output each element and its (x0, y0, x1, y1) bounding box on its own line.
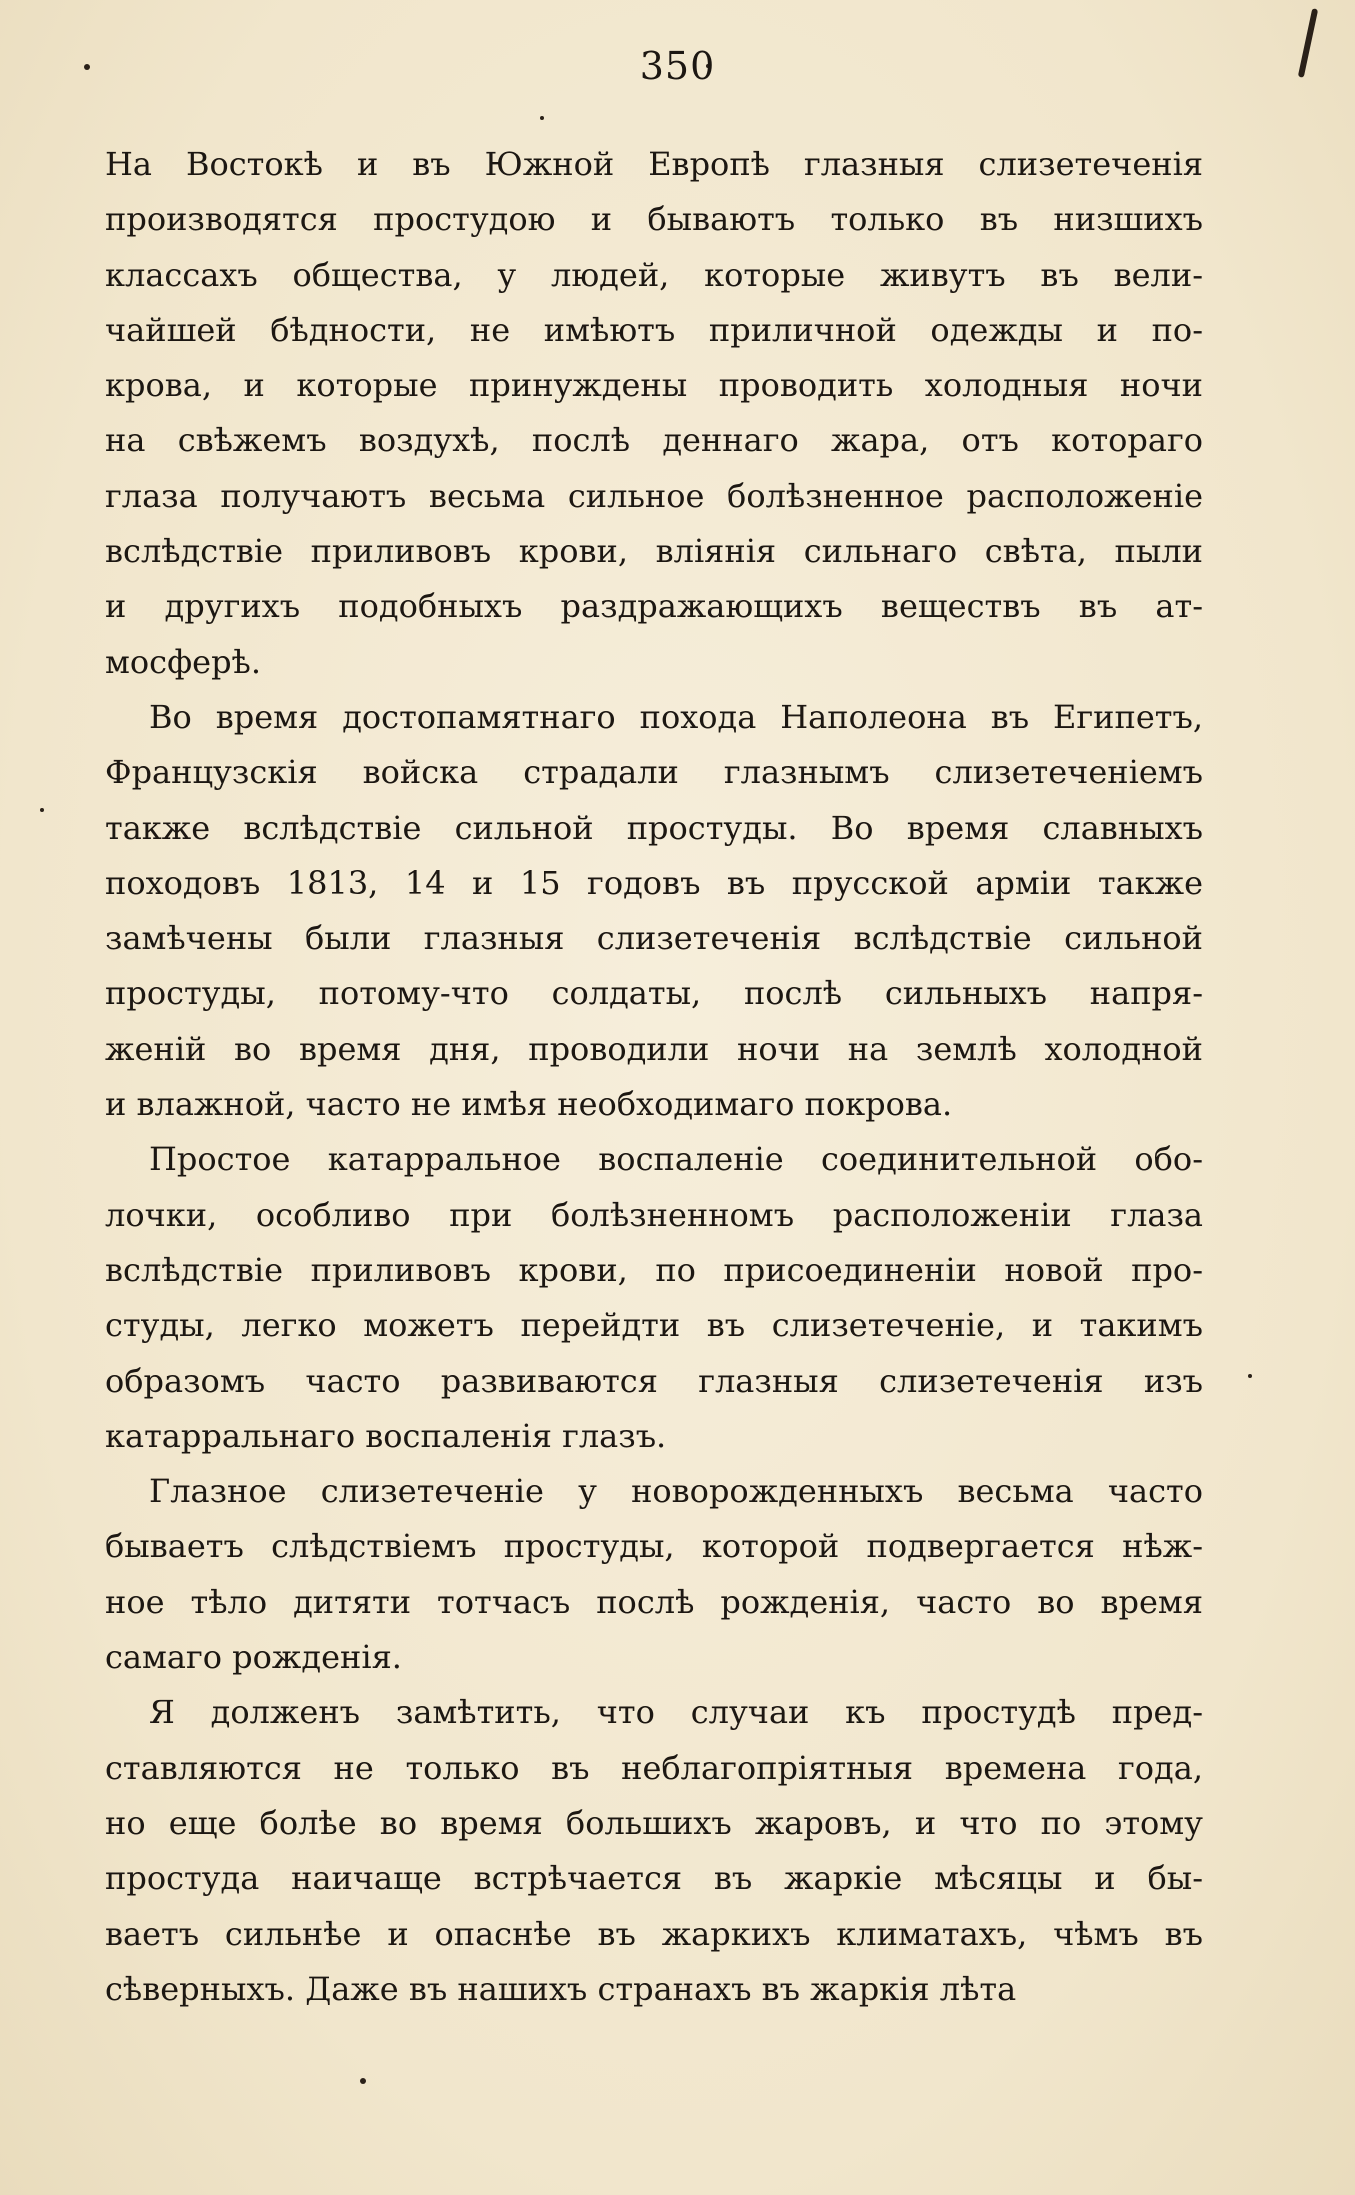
text-line: но еще болѣе во время большихъ жаровъ, и что по этому (105, 1803, 1203, 1842)
page-text (105, 137, 1203, 2017)
text-line: производятся простудою и бываютъ только въ низшихъ (105, 200, 1203, 239)
text-line: Простое катарральное воспаленіе соединительной обо- (149, 1140, 1203, 1179)
text-line: самаго рожденія. (105, 1638, 402, 1677)
text-line: На Востокѣ и въ Южной Европѣ глазныя слизетеченія (105, 145, 1203, 183)
page-number: 350 (639, 44, 716, 88)
text-line: ваетъ сильнѣе и опаснѣе въ жаркихъ климатахъ, чѣмъ въ (105, 1914, 1203, 1953)
text-line: ное тѣло дитяти тотчасъ послѣ рожденія, часто во время (105, 1582, 1203, 1621)
text-line: Во время достопамятнаго похода Наполеона въ Египетъ, (149, 697, 1203, 736)
text-line: чайшей бѣдности, не имѣютъ приличной одежды и по- (105, 310, 1203, 349)
text-line: женій во время дня, проводили ночи на землѣ холодной (105, 1029, 1203, 1068)
text-line: и влажной, часто не имѣя необходимаго покрова. (105, 1085, 953, 1124)
ink-speck (360, 2078, 366, 2084)
ink-speck (40, 808, 44, 812)
text-line: походовъ 1813, 14 и 15 годовъ въ прусской арміи также (105, 863, 1203, 902)
text-line: ставляются не только въ неблагопріятныя времена года, (105, 1748, 1203, 1787)
text-line: Глазное слизетеченіе у новорожденныхъ весьма часто (149, 1472, 1203, 1511)
text-line: Французскія войска страдали глазнымъ слизетеченіемъ (105, 753, 1203, 792)
text-line: замѣчены были глазныя слизетеченія вслѣдствіе сильной (105, 919, 1203, 958)
text-line: Я долженъ замѣтить, что случаи къ простудѣ пред- (149, 1693, 1203, 1732)
text-line: катарральнаго воспаленія глазъ. (105, 1416, 667, 1455)
text-line: классахъ общества, у людей, которые живутъ въ вели- (105, 255, 1203, 294)
text-line: простуды, потому-что солдаты, послѣ сильныхъ напря- (105, 974, 1203, 1013)
text-line: образомъ часто развиваются глазныя слизетеченія изъ (105, 1361, 1203, 1400)
text-line: также вслѣдствіе сильной простуды. Во время славныхъ (105, 808, 1203, 847)
text-line: сѣверныхъ. Даже въ нашихъ странахъ въ жаркія лѣта (105, 1969, 1017, 2008)
text-line: бываетъ слѣдствіемъ простуды, которой подвергается нѣж- (105, 1527, 1203, 1566)
ink-speck (540, 116, 544, 120)
text-line: глаза получаютъ весьма сильное болѣзненное расположеніе (105, 476, 1203, 515)
text-line: на свѣжемъ воздухѣ, послѣ деннаго жара, отъ котораго (105, 421, 1203, 460)
text-line: простуда наичаще встрѣчается въ жаркіе мѣсяцы и бы- (105, 1859, 1203, 1898)
text-line: лочки, особливо при болѣзненномъ расположеніи глаза (105, 1195, 1203, 1234)
text-line: мосферѣ. (105, 642, 262, 681)
text-line: крова, и которые принуждены проводить холодныя ночи (105, 366, 1203, 405)
ink-speck (1248, 1374, 1252, 1378)
text-line: вслѣдствіе приливовъ крови, вліянія сильнаго свѣта, пыли (105, 532, 1203, 571)
text-line: студы, легко можетъ перейдти въ слизетеченіе, и такимъ (105, 1306, 1203, 1345)
text-line: вслѣдствіе приливовъ крови, по присоединеніи новой про- (105, 1250, 1203, 1289)
text-line: и другихъ подобныхъ раздражающихъ веществъ въ ат- (105, 587, 1203, 626)
